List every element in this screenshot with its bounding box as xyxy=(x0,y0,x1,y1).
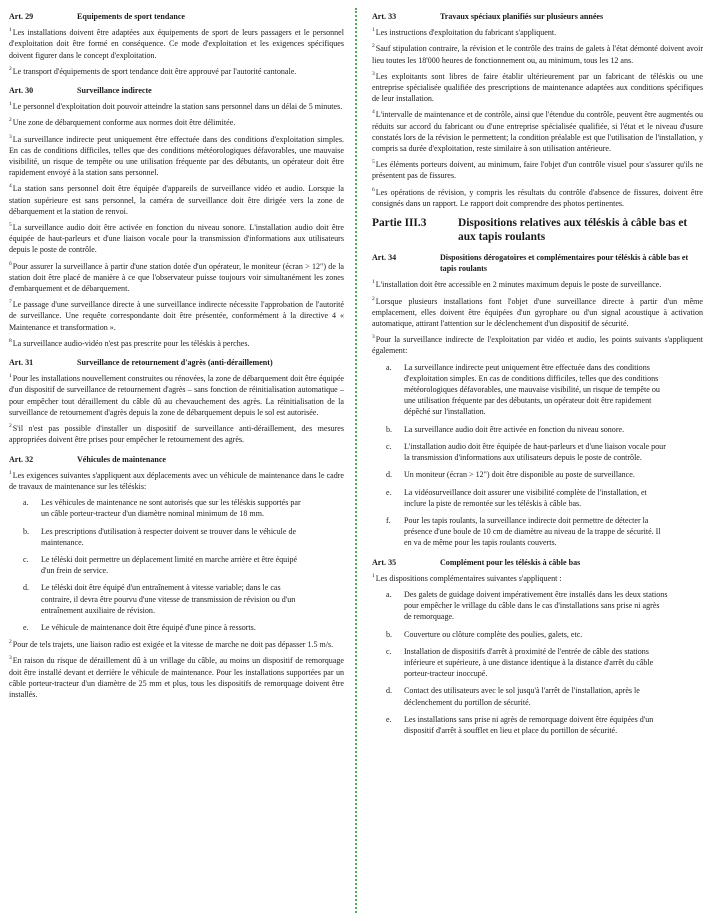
column-divider xyxy=(355,8,357,913)
article-heading xyxy=(9,357,344,368)
paragraph: $^4$La station sans personnel doit être équipée d'appareils de surveillance vidéo et audio. Lorsque la station supérieure est sans personnel, la caméra de surveillance doit être dirigée vers la zone de débarquement et la station de renvoi. xyxy=(9,183,344,216)
left-column xyxy=(9,6,344,705)
article-title: Complément pour les téléskis à câble bas xyxy=(440,557,581,567)
list-item: b. Les prescriptions d'utilisation à respecter doivent se trouver dans le véhicule de maintenance. xyxy=(23,526,297,547)
paragraph: $^1$Le personnel d'exploitation doit pouvoir atteindre la station sans personnel dans un délai de 5 minutes. xyxy=(9,101,343,112)
paragraph: $^2$Le transport d'équipements de sport tendance doit être approuvé par l'autorité cantonale. xyxy=(9,65,297,76)
article-number: Art. 33 xyxy=(372,12,397,21)
article-number: Art. 29 xyxy=(9,12,34,21)
paragraph: $^5$Les éléments porteurs doivent, au minimum, faire l'objet d'un contrôle visuel pour s'assurer qu'ils ne présentent pas de fissures. xyxy=(372,159,703,181)
list-item: d. Contact des utilisateurs avec le sol jusqu'à l'arrêt de l'installation, après le déclenchement du portillon de sécurité. xyxy=(386,686,640,707)
paragraph: $^1$Les installations doivent être adaptées aux équipements de sport de leurs passagers et le personnel d'exploitation doit être formé en conséquence. Ce mode d'exploitation et les exigences spécifiques doivent figurer dans le concept d'exploitation. xyxy=(9,27,344,60)
paragraph: $^2$Sauf stipulation contraire, la révision et le contrôle des trains de galets à l'état démonté doivent avoir lieu toutes les 18'000 heures de fonctionnement ou, au minimum, tous les 12 ans. xyxy=(372,43,703,65)
paragraph: $^5$La surveillance audio doit être activée en fonction du niveau sonore. L'installation audio doit être équipée de haut-parleurs et d'une liaison vocale pour la transmission d'informations aux utilisateurs depuis le poste de contrôle. xyxy=(9,222,344,255)
paragraph: $^1$L'installation doit être accessible en 2 minutes maximum depuis le poste de surveillance. xyxy=(372,279,662,290)
paragraph: $^1$Pour les installations nouvellement construites ou rénovées, la zone de débarquement doit être équipée d'un dispositif de surveillance de retournement d'agrès – sans fonction de réinitialisation automatique – pour empêcher tout déraillement du câble dû au chevauchement des agrès. La réinitialisation de la surveillance de retournement d'agrès depuis la zone de débarquement depuis le sol est autorisée. xyxy=(9,373,344,417)
article-heading xyxy=(372,252,703,274)
paragraph: $^4$L'intervalle de maintenance et de contrôle, ainsi que l'étendue du contrôle, peuvent être augmentés ou réduits sur accord du fabricant ou d'une entreprise spécialisée qualifiée, si l'état et le niveau d'usure constatés lors de la révision le permettent; la condition préalable est que l'utilisation de l'installation, y compris sa durée d'exploitation, reste similaire à son utilisation antérieure. xyxy=(372,109,703,154)
list-item: d. Le téléski doit être équipé d'un entraînement à vitesse variable; dans le cas contraire, il devra être pourvu d'une vitesse de transmission de révision ou d'un entraînement auxiliaire de révision. xyxy=(23,583,296,615)
paragraph: $^1$Les exigences suivantes s'appliquent aux déplacements avec un véhicule de maintenance dans le cadre de travaux de maintenance sur les téléskis: xyxy=(9,469,344,491)
list-item: c. Le téléski doit permettre un déplacement limité en marche arrière et être équipé d'un frein de service. xyxy=(23,554,298,576)
paragraph: $^8$La surveillance audio-vidéo n'est pas prescrite pour les téléskis à perches. xyxy=(9,337,250,348)
paragraph: $^2$S'il n'est pas possible d'installer un dispositif de surveillance anti-déraillement, des mesures appropriées doivent être prises pour empêcher le retournement des agrès. xyxy=(9,423,344,445)
article-title: Dispositions dérogatoires et complémentaires pour téléskis à câble bas et tapis roulants xyxy=(440,253,689,274)
paragraph: $^3$En raison du risque de déraillement dû à un vrillage du câble, au moins un dispositif de remorquage doit être installé devant et derrière le véhicule de maintenance. Pour les installations supportées par un câble porteur-tracteur d'un diamètre de 25 mm et plus, tous les dispositifs de remorquage doivent être installés. xyxy=(9,655,344,699)
paragraph: $^2$Pour de tels trajets, une liaison radio est exigée et la vitesse de marche ne doit pas dépasser 1.5 m/s. xyxy=(9,639,334,650)
paragraph: $^6$Pour assurer la surveillance à partir d'une station dotée d'un opérateur, le moniteur (écran > 12") de la station doit être placé de manière à ce que l'observateur puisse toujours voir simultanément les zones d'embarquement et de débarquement. xyxy=(9,260,344,294)
right-column xyxy=(372,6,703,742)
article-title: Surveillance indirecte xyxy=(77,86,152,96)
article-title: Véhicules de maintenance xyxy=(77,454,166,464)
article-number: Art. 31 xyxy=(9,358,34,368)
article-heading xyxy=(372,11,703,22)
lettered-list xyxy=(372,362,703,549)
paragraph: $^3$Pour la surveillance indirecte de l'exploitation par vidéo et audio, les points suivants s'appliquent également: xyxy=(372,334,703,356)
list-item: b. Couverture ou clôture complète des poulies, galets, etc. xyxy=(386,629,583,639)
article-title: Surveillance de retournement d'agrès (anti-déraillement) xyxy=(77,358,273,368)
list-item: e. La vidéosurveillance doit assurer une visibilité complète de l'installation, et inclure la piste de remontée sur les téléskis à câble bas. xyxy=(386,487,647,508)
lettered-list xyxy=(372,589,703,736)
list-item: b. La surveillance audio doit être activée en fonction du niveau sonore. xyxy=(386,424,625,434)
article-number: Art. 35 xyxy=(372,557,397,567)
list-item: a. Les véhicules de maintenance ne sont autorisés que sur les téléskis supportés par un câble porteur-tracteur d'un diamètre nominal minimum de 18 mm. xyxy=(23,498,301,519)
article-title: Travaux spéciaux planifiés sur plusieurs années xyxy=(440,12,604,21)
paragraph: $^1$Les instructions d'exploitation du fabricant s'appliquent. xyxy=(372,27,557,38)
list-item: c. Installation de dispositifs d'arrêt à proximité de l'entrée de câble des stations inférieure et supérieure, à une distance identique à la distance d'arrêt du câble porteur-tracteur inoccupé. xyxy=(386,646,654,679)
paragraph: $^2$Lorsque plusieurs installations font l'objet d'une surveillance directe à partir d'un même emplacement, elles doivent être équipées d'un gyrophare ou d'un signal acoustique à activation automatique, attirant l'attention sur le déclenchement d'un dispositif de sécurité. xyxy=(372,295,703,329)
article-number: Art. 30 xyxy=(9,86,34,96)
part-heading xyxy=(372,216,703,244)
part-number: Partie III.3 xyxy=(372,217,427,230)
part-title: Dispositions relatives aux téléskis à câble bas et aux tapis roulants xyxy=(458,217,688,244)
paragraph: $^7$Le passage d'une surveillance directe à une surveillance indirecte nécessite l'approbation de l'autorité de surveillance. Une requête correspondante doit être présentée, conformément à la directive 4 « Maintenance et transformation ». xyxy=(9,299,344,332)
list-item: c. L'installation audio doit être équipée de haut-parleurs et d'une liaison vocale pour la transmission d'informations aux utilisateurs depuis le poste de contrôle. xyxy=(386,441,666,463)
paragraph: $^1$Les dispositions complémentaires suivantes s'appliquent : xyxy=(372,572,562,583)
paragraph: $^6$Les opérations de révision, y compris les résultats du contrôle d'absence de fissures, doivent être consignés dans un rapport. Le rapport doit comprendre des photos pertinentes. xyxy=(372,186,703,208)
list-item: a. La surveillance indirecte peut uniquement être effectuée dans des conditions d'exploitation simples. En cas de conditions difficiles, telles que des conditions météorologiques défavorables, une mauvaise visibilité, un risque de tempête ou une utilisation fréquente par des débutants, un opérateur doit être rapidement dépêché sur l'installation. xyxy=(386,362,660,417)
article-heading xyxy=(372,557,703,568)
article-number: Art. 34 xyxy=(372,253,397,263)
lettered-list xyxy=(9,497,344,633)
paragraph: $^3$La surveillance indirecte peut uniquement être effectuée dans des conditions d'exploitation simples. En cas de conditions difficiles, telles que des conditions météorologiques défavorables, une mauvaise visibilité, un risque de tempête ou une utilisation fréquente par des débutants, un opérateur doit être rapidement envoyé à la station sans personnel. xyxy=(9,133,344,178)
list-item: e. Le véhicule de maintenance doit être équipé d'une pince à ressorts. xyxy=(23,622,256,632)
article-heading xyxy=(9,454,344,465)
list-item: a. Des galets de guidage doivent impérativement être installés dans les deux stations pour empêcher le vrillage du câble dans le cas d'installations sans prise ni agrès de remorquage. xyxy=(386,589,668,622)
list-item: e. Les installations sans prise ni agrès de remorquage doivent être équipées d'un dispositif d'arrêt à soufflet en lieu et place du portillon de sécurité. xyxy=(386,714,654,735)
article-heading xyxy=(9,11,344,22)
article-number: Art. 32 xyxy=(9,454,34,464)
paragraph: $^3$Les exploitants sont libres de faire établir ultérieurement par un fabricant de téléskis ou une entreprise spécialisée qualifiée des prescriptions de maintenance adaptées aux conditions spécifiques de leur installation. xyxy=(372,70,703,104)
list-item: d. Un moniteur (écran > 12") doit être disponible au poste de surveillance. xyxy=(386,470,635,480)
paragraph: $^2$Une zone de débarquement conforme aux normes doit être délimitée. xyxy=(9,117,236,128)
list-item: f. Pour les tapis roulants, la surveillance indirecte doit permettre de détecter la présence d'une boule de 10 cm de diamètre au niveau de la trappe de sécurité. Il en va de même pour les tapis roulants couverts. xyxy=(386,515,661,548)
article-title: Equipements de sport tendance xyxy=(77,12,185,21)
article-heading xyxy=(9,85,344,96)
